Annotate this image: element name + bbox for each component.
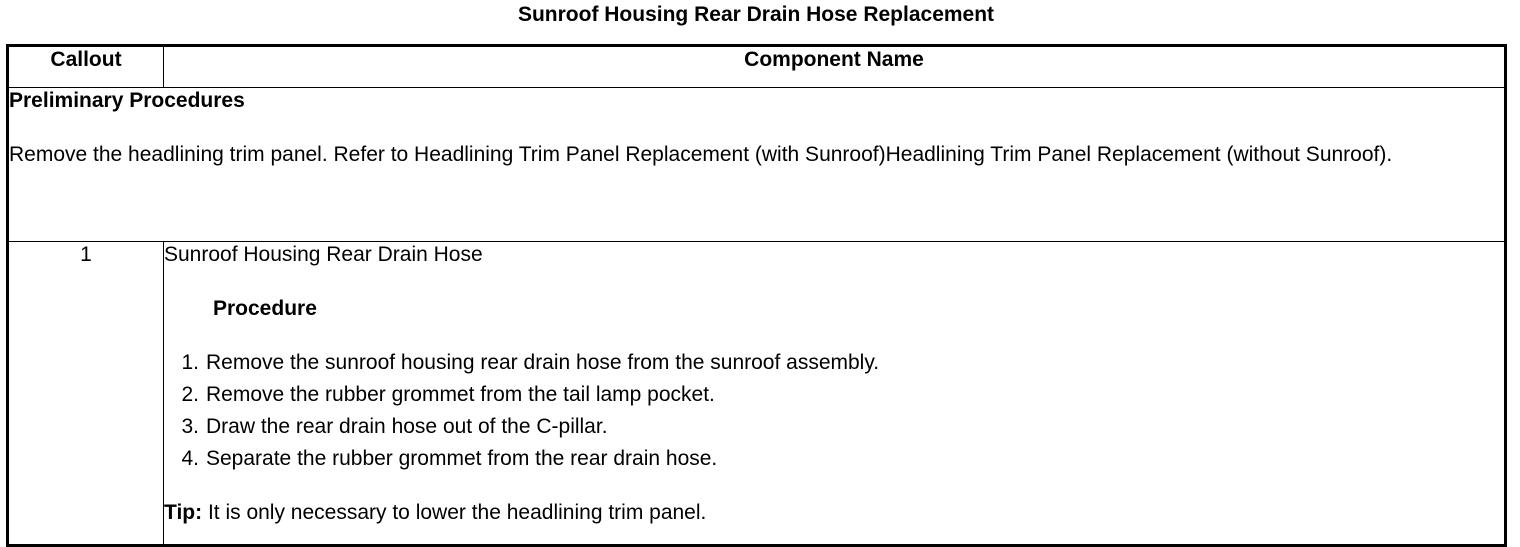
preliminary-text: Remove the headlining trim panel. Refer to Headlining Trim Panel Replacement (with Sunroof)Headlining Trim Panel Replacement (without Sunroof). [9,143,1393,166]
step-text: Remove the rubber grommet from the tail lamp pocket. [206,383,715,406]
tip-note [164,500,1504,526]
procedure-heading: Procedure [213,297,317,320]
step-text: Remove the sunroof housing rear drain hose from the sunroof assembly. [206,351,880,374]
procedure-step [164,382,1504,408]
step-text: Draw the rear drain hose out of the C-pillar. [206,415,608,438]
step-number: 1. [181,351,199,374]
procedure-steps [164,350,1504,472]
procedure-step [164,414,1504,440]
step-text: Separate the rubber grommet from the rear drain hose. [206,447,718,470]
document-title: Sunroof Housing Rear Drain Hose Replacement [517,3,995,26]
table-row [8,242,1506,546]
procedure-step [164,446,1504,472]
tip-label: Tip: [164,501,203,524]
callout-number: 1 [8,242,164,546]
step-number: 4. [181,447,199,470]
header-callout: Callout [8,46,164,88]
component-name: Sunroof Housing Rear Drain Hose [164,243,483,266]
header-component-name: Component Name [164,46,1506,88]
component-table [6,44,1507,547]
table-header-row [8,46,1506,88]
preliminary-heading: Preliminary Procedures [9,89,245,112]
tip-text: It is only necessary to lower the headlining trim panel. [202,501,707,524]
preliminary-row [8,88,1506,242]
step-number: 2. [181,383,199,406]
procedure-step [164,350,1504,376]
preliminary-cell [8,88,1506,242]
component-cell [164,242,1506,546]
step-number: 3. [181,415,199,438]
